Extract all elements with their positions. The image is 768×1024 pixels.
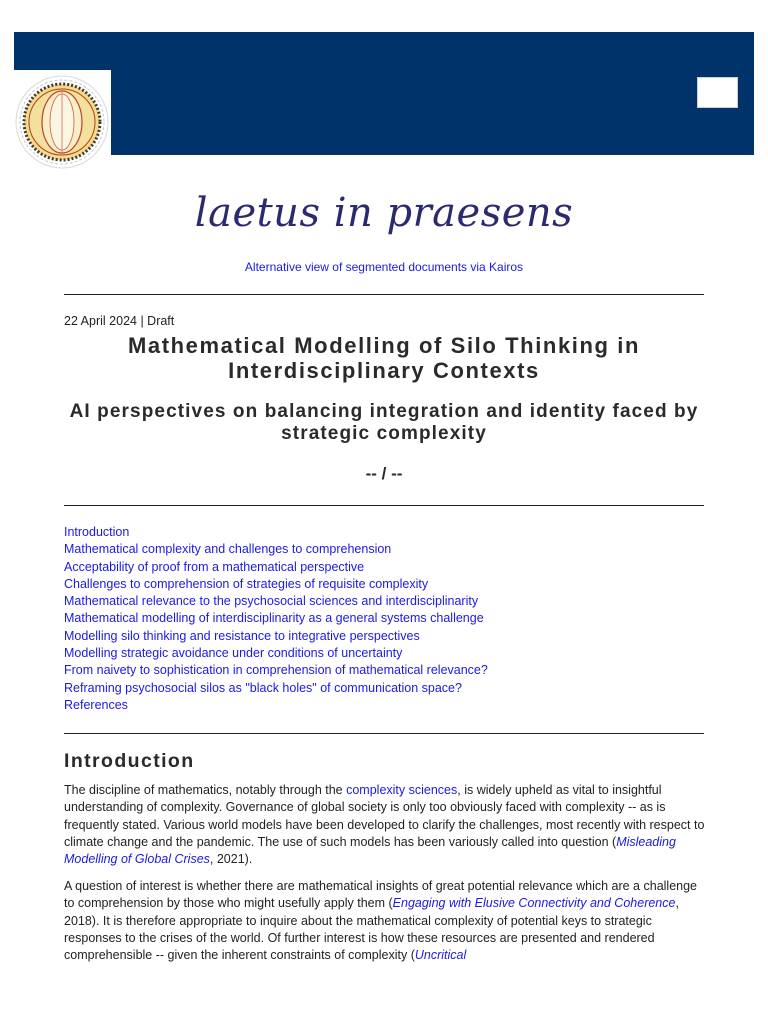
toc-link-naivety-to-sophistication[interactable]: From naivety to sophistication in comprehension of mathematical relevance? xyxy=(64,663,488,678)
toc-link-acceptability-of-proof[interactable]: Acceptability of proof from a mathematical perspective xyxy=(64,559,365,574)
toc-link-black-holes[interactable]: Reframing psychosocial silos as "black holes" of communication space? xyxy=(64,680,462,695)
toc-item xyxy=(64,697,488,714)
toc-link-strategic-avoidance[interactable]: Modelling strategic avoidance under conditions of uncertainty xyxy=(64,646,403,661)
header-banner xyxy=(14,32,754,155)
toc-link-mathematical-complexity[interactable]: Mathematical complexity and challenges to comprehension xyxy=(64,542,392,557)
toc-item xyxy=(64,662,488,679)
divider-toc-top xyxy=(64,505,704,506)
introduction-paragraph-1 xyxy=(64,782,706,868)
paragraph-text: , 2018). It is therefore appropriate to inquire about the mathematical complexity of potential keys to strategic responses to the crises of the world. Of further interest is how these resources are presented and rendered comprehensible -- given the inherent constraints of complexity ( xyxy=(64,896,679,963)
toc-link-challenges-to-comprehension[interactable]: Challenges to comprehension of strategies of requisite complexity xyxy=(64,576,429,591)
divider-top xyxy=(64,294,704,295)
site-logo[interactable] xyxy=(14,70,111,172)
toc-item xyxy=(64,610,488,627)
toc-item xyxy=(64,559,488,576)
alternative-view-link[interactable]: Alternative view of segmented documents via Kairos xyxy=(244,260,524,274)
paragraph-text: A question of interest is whether there are mathematical insights of great potential relevance which are a challenge to comprehension by those who might usefully apply them ( xyxy=(64,879,698,911)
toc-link-general-systems-challenge[interactable]: Mathematical modelling of interdisciplinarity as a general systems challenge xyxy=(64,611,484,626)
page-title: Mathematical Modelling of Silo Thinking in Interdisciplinary Contexts xyxy=(127,333,641,383)
toc-link-references[interactable]: References xyxy=(64,697,128,712)
toc-item xyxy=(64,524,488,541)
mandala-logo-icon xyxy=(14,70,111,172)
link-misleading-modelling[interactable]: Misleading Modelling of Global Crises xyxy=(64,834,676,867)
introduction-paragraph-2 xyxy=(64,878,706,964)
link-complexity-sciences[interactable]: complexity sciences xyxy=(346,783,458,797)
toc-link-modelling-silo-thinking[interactable]: Modelling silo thinking and resistance to integrative perspectives xyxy=(64,628,420,643)
toc-item xyxy=(64,541,488,558)
toc-link-introduction[interactable]: Introduction xyxy=(64,525,130,539)
section-heading-introduction: Introduction xyxy=(64,750,195,772)
toc-item xyxy=(64,680,488,697)
paragraph-text: , 2021). xyxy=(209,852,253,867)
toc-item xyxy=(64,628,488,645)
section-separator: -- / -- xyxy=(365,464,403,483)
page-subtitle: AI perspectives on balancing integration and identity faced by strategic complexity xyxy=(69,401,699,444)
menu-button[interactable] xyxy=(697,77,738,108)
site-title[interactable]: laetus in praesens xyxy=(194,190,574,236)
divider-toc-bottom xyxy=(64,733,704,734)
toc-item xyxy=(64,593,488,610)
paragraph-text: , is widely upheld as vital to insightful understanding of complexity. Governance of global society is only too obviously faced with complexity -- as is frequently stated. Various world models have been developed to clarify the challenges, most recently with respect to climate change and the pandemic. The use of such models has been variously called into question ( xyxy=(64,783,705,849)
link-uncritical[interactable]: Uncritical xyxy=(414,948,467,963)
toc-item xyxy=(64,645,488,662)
link-engaging-elusive-connectivity[interactable]: Engaging with Elusive Connectivity and Coherence xyxy=(392,896,676,911)
table-of-contents xyxy=(64,524,488,714)
toc-item xyxy=(64,576,488,593)
article-date-status: 22 April 2024 | Draft xyxy=(64,314,175,328)
paragraph-text: The discipline of mathematics, notably through the xyxy=(64,783,347,797)
toc-link-psychosocial-sciences[interactable]: Mathematical relevance to the psychosocial sciences and interdisciplinarity xyxy=(64,594,479,609)
